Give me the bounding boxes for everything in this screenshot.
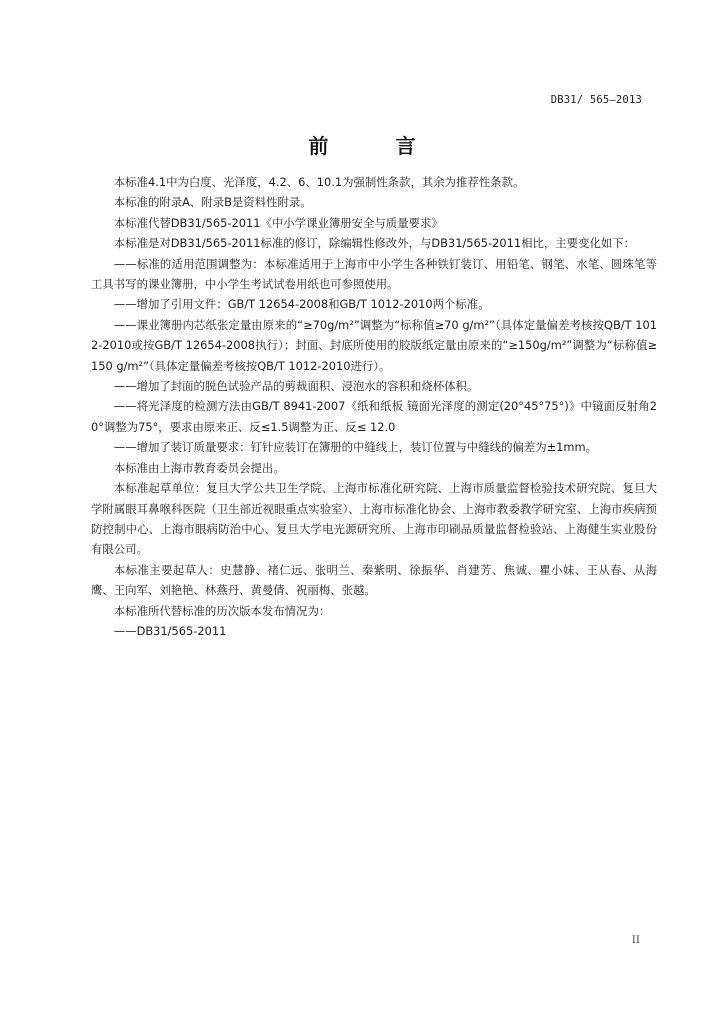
paragraph-change-grammage: ——课业簿册内芯纸张定量由原来的“≥70g/m²”调整为“标称值≥70 g/m²”（具体定量偏差考核按QB/T 1012-2010或按GB/T 12654-2008执行）；封面、封底所使用的胶版纸定量由原来的“≥150g/m²”调整为“标称值≥150 g/m²”（具体定量偏差考核按QB/T 1012-2010进行）。 [91,317,657,373]
paragraph-change-scope: ——标准的适用范围调整为：本标准适用于上海市中小学生各种铁钉装订、用铅笔、钢笔、水笔、圆珠笔等工具书写的课业簿册，中小学生考试试卷用纸也可参照使用。 [91,256,657,292]
foreword-body [91,172,657,641]
paragraph-drafters: 本标准主要起草人：史慧静、褚仁远、张明兰、秦紫明、徐振华、肖建芳、焦诚、瞿小妹、王从春、从海鹰、王向军、刘艳艳、林燕丹、黄曼倩、祝丽梅、张越。 [91,562,657,598]
paragraph-change-binding: ——增加了装订质量要求：钉针应装订在簿册的中缝线上，装订位置与中缝线的偏差为±1mm。 [113,440,598,455]
paragraph-drafting-units: 本标准起草单位：复旦大学公共卫生学院、上海市标准化研究院、上海市质量监督检验技术研究院、复旦大学附属眼耳鼻喉科医院（卫生部近视眼重点实验室）、上海市标准化协会、上海市教委教学研究室、上海市疾病预防控制中心、上海市眼病防治中心、复旦大学电光源研究所、上海市印刷品质量监督检验站、上海健生实业股份有限公司。 [91,481,657,557]
paragraph-change-gloss: ——将光泽度的检测方法由GB/T 8941-2007《纸和纸板 镜面光泽度的测定(20°45°75°)》中镜面反射角20°调整为75°，要求由原来正、反≤1.5调整为正、反≤ 12.0 [91,399,657,434]
paragraph-previous-edition-item: ——DB31/565-2011 [113,623,227,638]
paragraph-annexes: 本标准的附录A、附录B是资料性附录。 [113,195,312,210]
paragraph-replaces: 本标准代替DB31/565-2011《中小学课业簿册安全与质量要求》 [113,215,443,230]
paragraph-previous-editions: 本标准所代替标准的历次版本发布情况为： [113,603,331,618]
paragraph-proposer: 本标准由上海市教育委员会提出。 [113,460,285,475]
paragraph-change-decolor-test: ——增加了封面的脱色试验产品的剪裁面积、浸泡水的容积和烧杯体积。 [113,379,479,394]
page-number: II [631,934,640,946]
paragraph-mandatory-clauses: 本标准4.1中为白度、光泽度，4.2、6、10.1为强制性条款，其余为推荐性条款。 [113,175,525,189]
paragraph-revision-intro: 本标准是对DB31/565-2011标准的修订，除编辑性修改外，与DB31/565-2011相比，主要变化如下： [113,236,636,251]
page-title: 前 言 [308,134,446,158]
paragraph-change-references: ——增加了引用文件：GB/T 12654-2008和GB/T 1012-2010两个标准。 [113,297,490,312]
standard-code: DB31/ 565—2013 [550,94,642,106]
